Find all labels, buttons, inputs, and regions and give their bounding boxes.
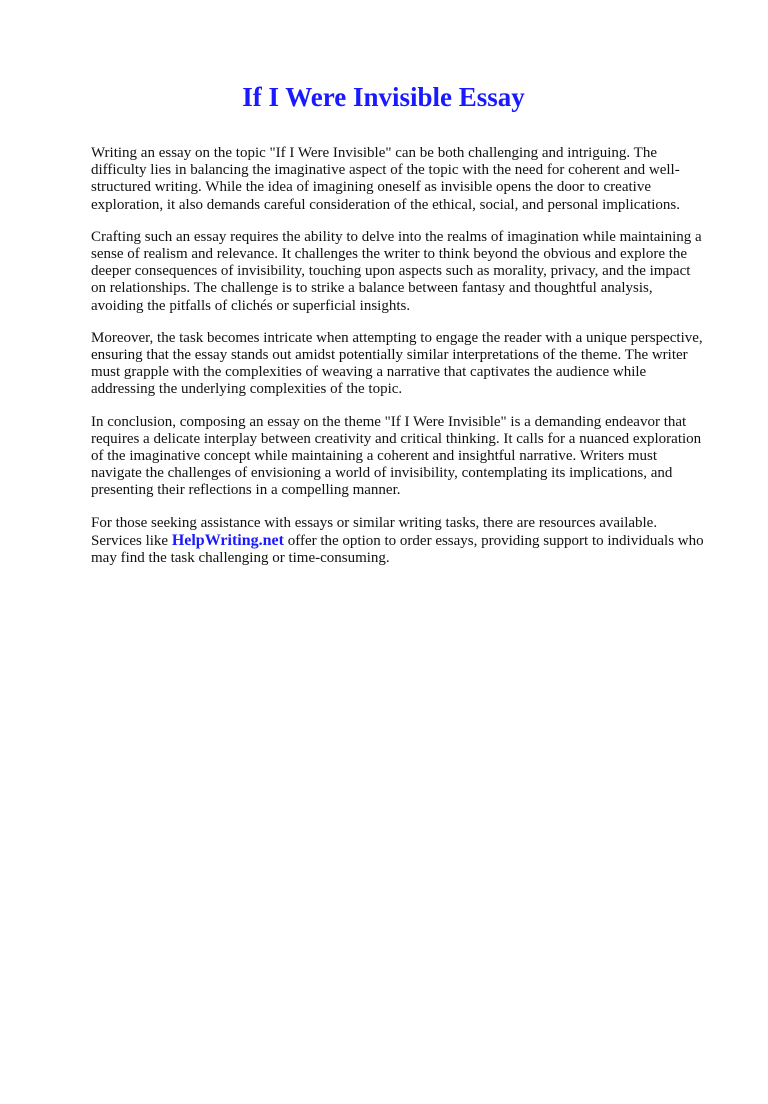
- paragraph-3: Moreover, the task becomes intricate when attempting to engage the reader with a unique perspective, ensuring that the essay stands out amidst potentially similar interpretations of the theme. The writer must grapple with the complexities of weaving a narrative that captivates the audience while addressing the underlying complexities of the topic.: [91, 329, 703, 398]
- paragraph-4: In conclusion, composing an essay on the theme "If I Were Invisible" is a demanding endeavor that requires a delicate interplay between creativity and critical thinking. It calls for a nuanced exploration of the imaginative concept while maintaining a coherent and insightful narrative. Writers must navigate the challenges of envisioning a world of invisibility, contemplating its implications, and presenting their reflections in a compelling manner.: [91, 413, 702, 499]
- paragraph-1: Writing an essay on the topic "If I Were Invisible" can be both challenging and intriguing. The difficulty lies in balancing the imaginative aspect of the topic with the need for coherent and well-structured writing. While the idea of imagining oneself as invisible opens the door to creative exploration, it also demands careful consideration of the ethical, social, and personal implications.: [91, 145, 680, 213]
- document-page: [0, 80, 768, 1104]
- closing-text-after-link: offer the option to order essays, providing support to individuals who may find the task challenging or time-consuming.: [91, 532, 704, 567]
- page-title: If I Were Invisible Essay: [242, 82, 525, 112]
- closing-paragraph: [91, 515, 704, 568]
- helpwriting-link[interactable]: HelpWriting.net: [171, 531, 284, 549]
- closing-text-before-link: For those seeking assistance with essays or similar writing tasks, there are resources available. Services like: [91, 514, 658, 549]
- paragraph-2: Crafting such an essay requires the ability to delve into the realms of imagination while maintaining a sense of realism and relevance. It challenges the writer to think beyond the obvious and explore the deeper consequences of invisibility, touching upon aspects such as morality, privacy, and the impact on relationships. The challenge is to strike a balance between fantasy and thoughtful analysis, avoiding the pitfalls of clichés or superficial insights.: [91, 228, 702, 314]
- essay-body: [91, 145, 704, 567]
